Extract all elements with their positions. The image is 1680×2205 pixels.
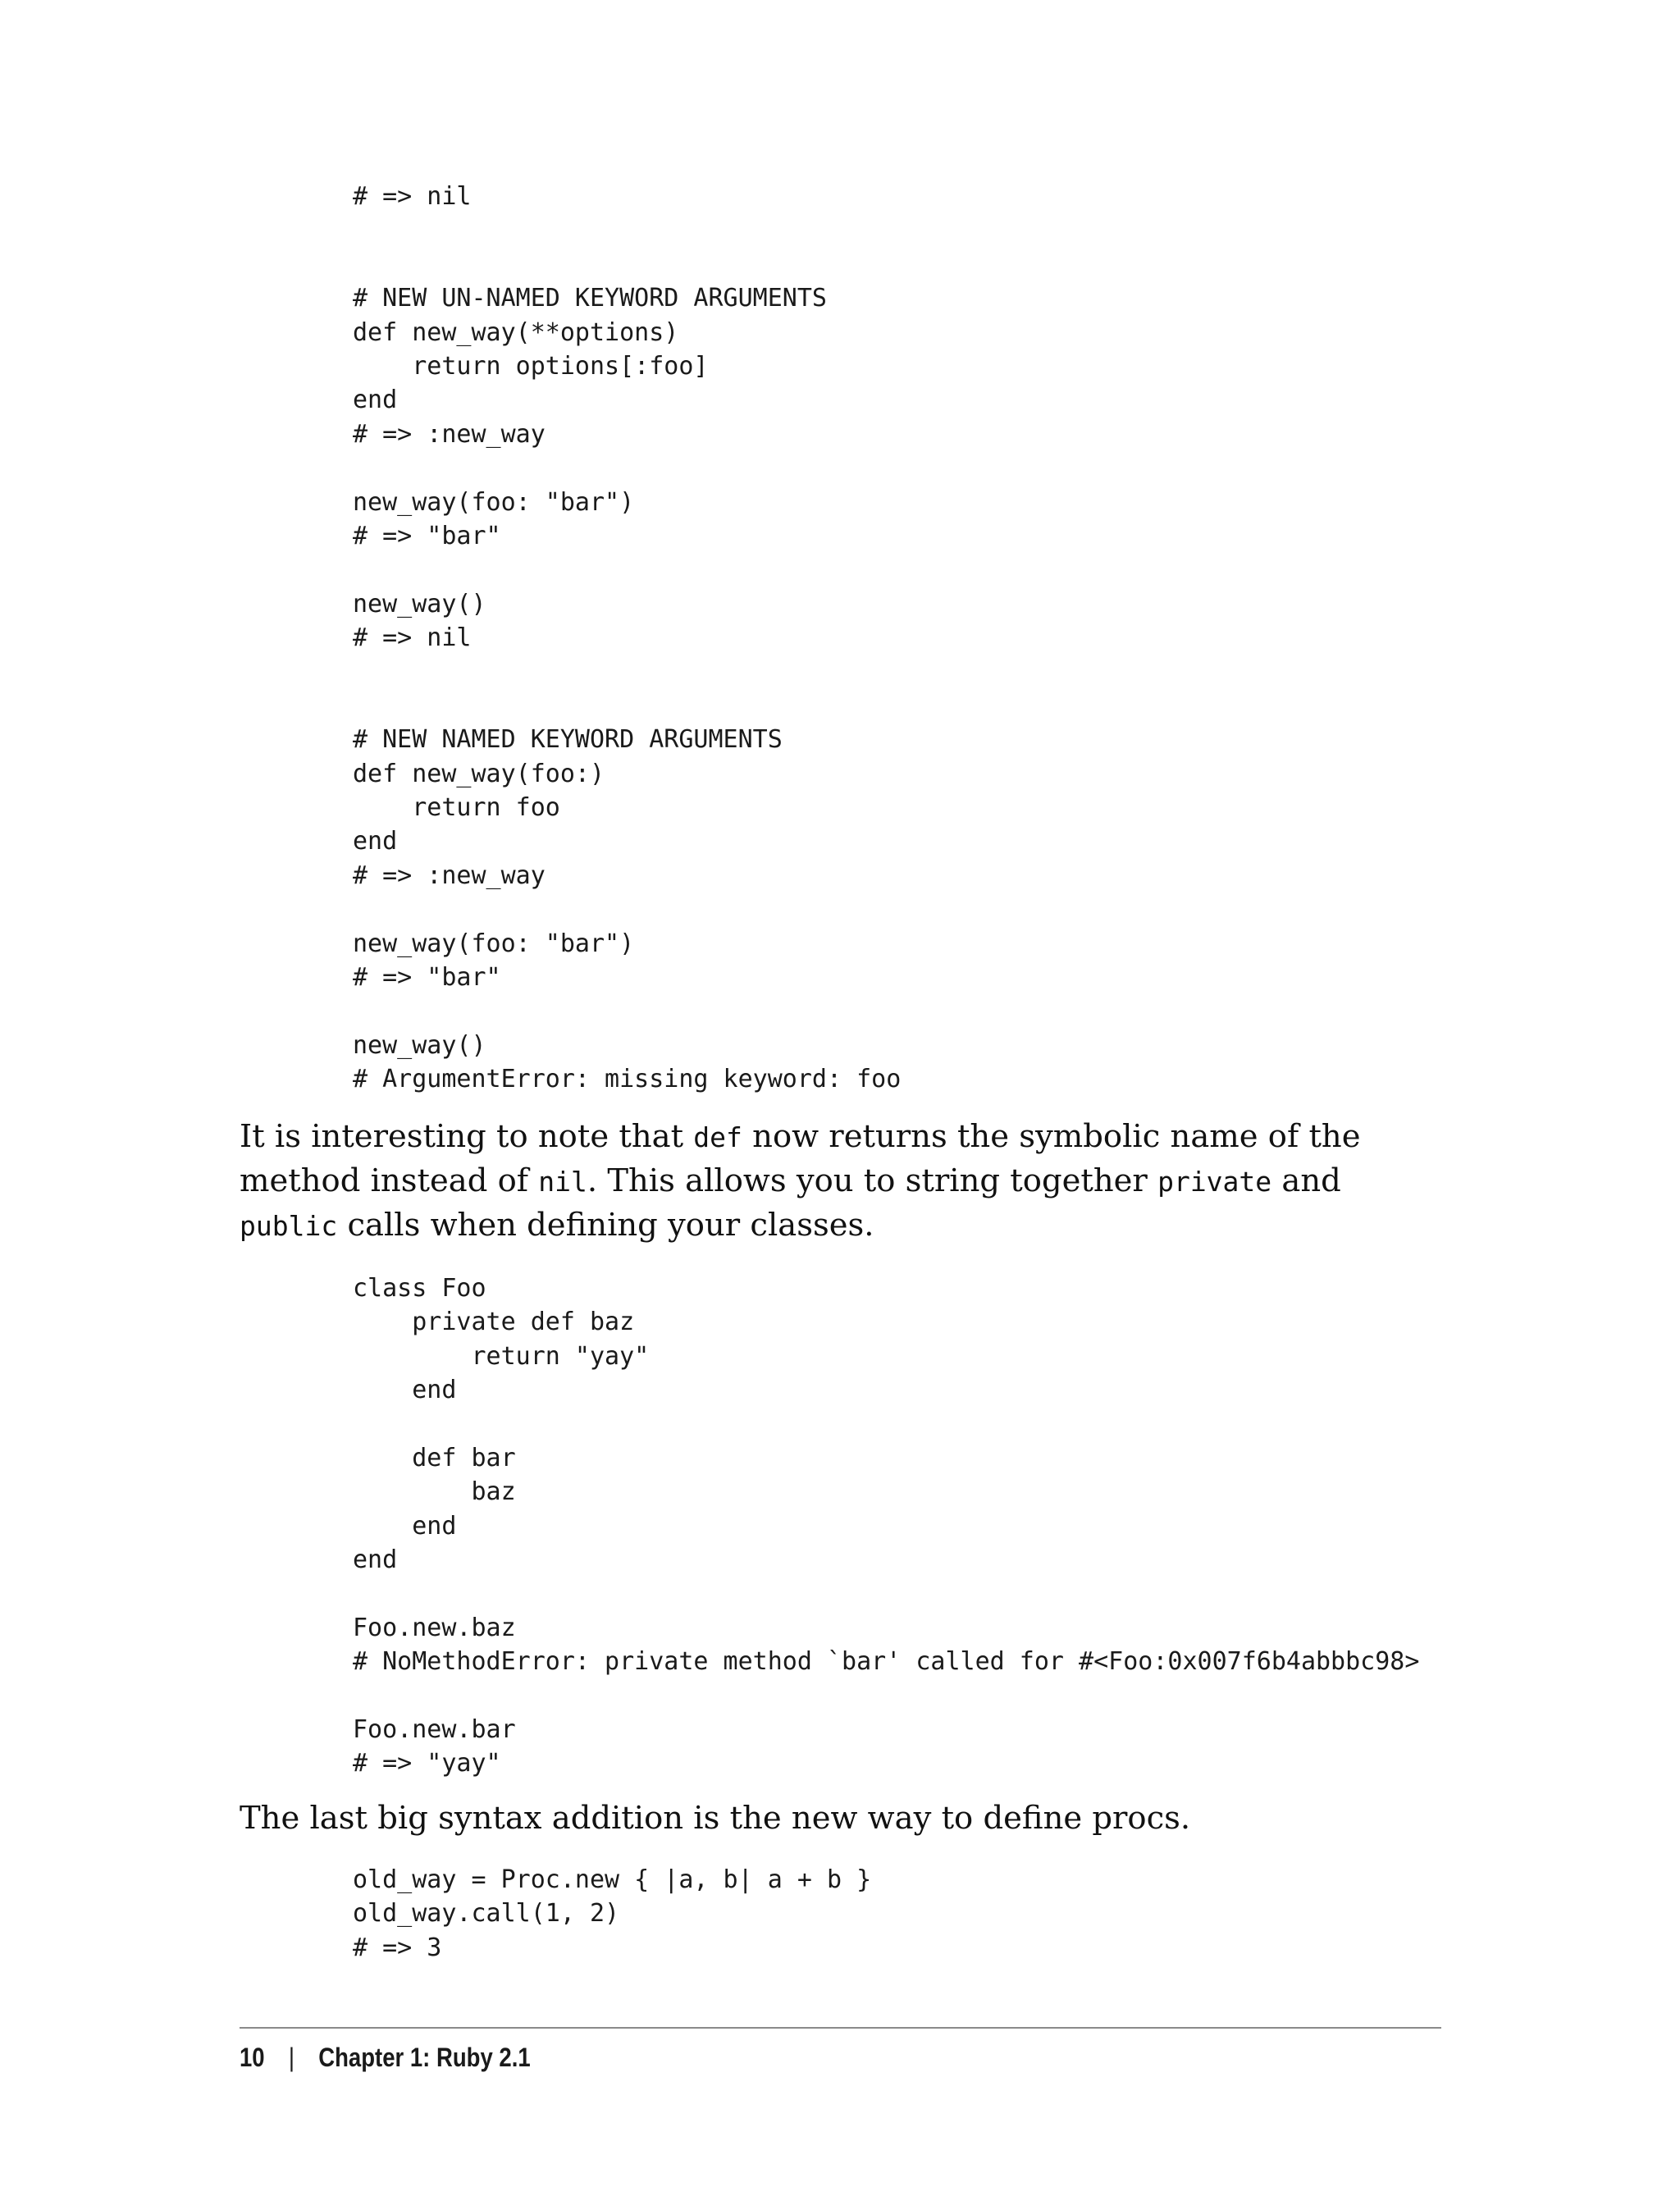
code-line <box>353 1679 1419 1713</box>
paragraph-procs: The last big syntax addition is the new way to define procs. <box>240 1800 1191 1837</box>
code-line: return "yay" <box>353 1341 650 1371</box>
inline-code-private: private <box>1157 1166 1272 1198</box>
code-line <box>353 1408 1419 1441</box>
code-line <box>353 213 901 247</box>
inline-code-public: public <box>240 1210 338 1242</box>
footer-divider <box>240 2027 1441 2029</box>
code-line <box>353 451 901 485</box>
code-line <box>353 655 901 688</box>
code-line: Foo.new.bar <box>353 1715 516 1745</box>
code-line <box>353 553 901 587</box>
code-line: return options[:foo] <box>353 351 709 381</box>
code-block-keyword-arguments <box>353 180 901 1097</box>
code-line: # => 3 <box>353 1933 442 1962</box>
code-line: def new_way(**options) <box>353 317 679 347</box>
code-line: end <box>353 1376 457 1405</box>
code-line: # => "bar" <box>353 962 501 992</box>
code-line <box>353 1577 1419 1611</box>
code-line: new_way() <box>353 589 486 619</box>
code-line: old_way = Proc.new { |a, b| a + b } <box>353 1865 872 1894</box>
code-line <box>353 892 901 926</box>
code-line: end <box>353 386 398 415</box>
code-line: # NEW UN-NAMED KEYWORD ARGUMENTS <box>353 284 827 313</box>
inline-code-def: def <box>693 1121 742 1153</box>
code-line: # => "yay" <box>353 1749 501 1778</box>
page-footer <box>240 2037 531 2078</box>
code-line: Foo.new.baz <box>353 1613 516 1642</box>
code-block-private-def <box>353 1271 1419 1781</box>
code-line: new_way(foo: "bar") <box>353 487 635 517</box>
code-line <box>353 689 901 723</box>
code-line: old_way.call(1, 2) <box>353 1899 620 1929</box>
code-line: return foo <box>353 793 560 823</box>
code-line <box>353 994 901 1028</box>
chapter-title: Chapter 1: Ruby 2.1 <box>318 2043 531 2072</box>
code-line: class Foo <box>353 1274 486 1303</box>
code-line <box>353 248 901 281</box>
footer-separator: | <box>288 2043 294 2072</box>
paragraph-def-returns-symbol: It is interesting to note that def now returns the symbolic name of the method instead of nil. This allows you to string together private and public calls when defining your classes. <box>240 1118 1361 1244</box>
page-number: 10 <box>240 2043 265 2072</box>
inline-code-nil: nil <box>538 1166 587 1198</box>
code-line: baz <box>353 1477 516 1507</box>
code-line: # ArgumentError: missing keyword: foo <box>353 1065 902 1094</box>
code-line: private def baz <box>353 1308 635 1337</box>
code-line: # => nil <box>353 182 472 211</box>
code-line: # => :new_way <box>353 861 546 890</box>
code-line: new_way() <box>353 1030 486 1060</box>
code-line: def new_way(foo:) <box>353 759 605 788</box>
code-line: # => :new_way <box>353 419 546 449</box>
code-block-proc-new <box>353 1863 871 1965</box>
code-line: # NEW NAMED KEYWORD ARGUMENTS <box>353 725 783 755</box>
code-line: # => nil <box>353 623 472 653</box>
code-line: # => "bar" <box>353 521 501 550</box>
code-line: end <box>353 1545 398 1575</box>
code-line: end <box>353 1511 457 1541</box>
code-line: def bar <box>353 1443 516 1472</box>
code-line: # NoMethodError: private method `bar' called for #<Foo:0x007f6b4abbbc98> <box>353 1647 1420 1677</box>
code-line: end <box>353 827 398 856</box>
code-line: new_way(foo: "bar") <box>353 929 635 958</box>
